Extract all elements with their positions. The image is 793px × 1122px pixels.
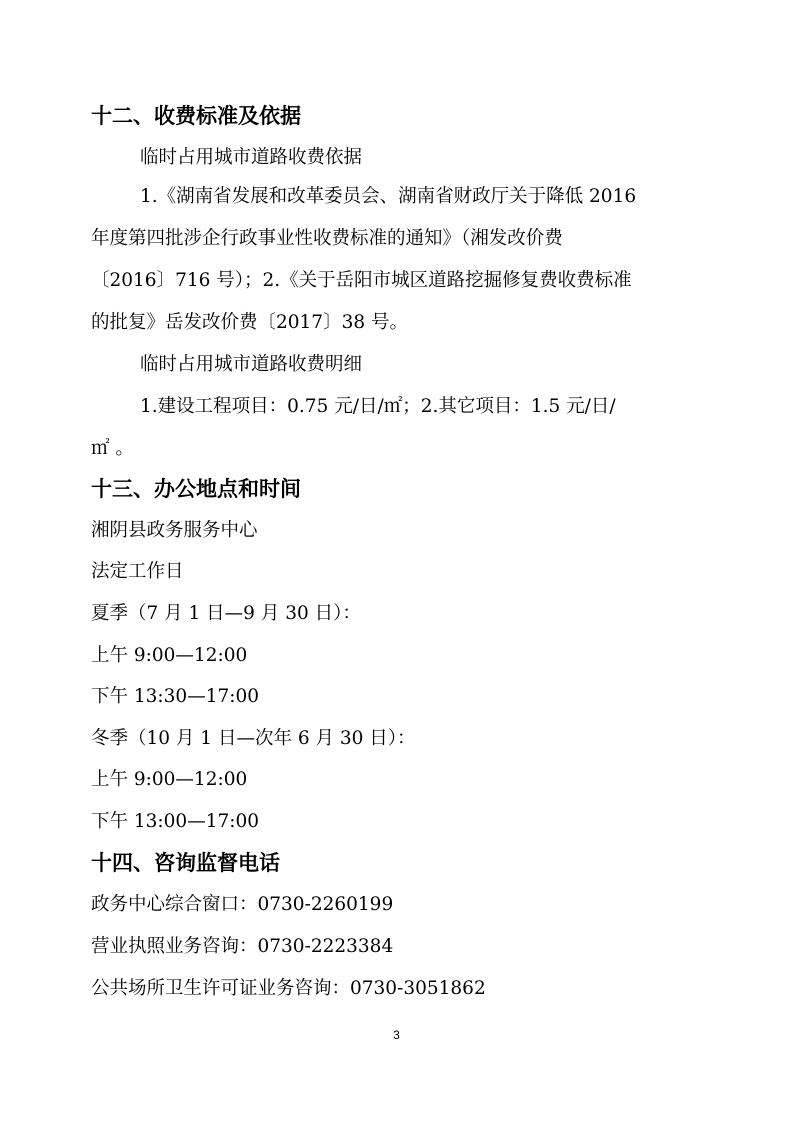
page-number: 3 [393,1028,400,1042]
summer-morning-hours: 上午 9:00—12:00 [91,645,248,666]
fee-detail-line-2: ㎡ 。 [91,438,134,459]
winter-period: 冬季（10 月 1 日—次年 6 月 30 日）： [91,728,416,749]
phone-health-permit: 公共场所卫生许可证业务咨询：0730-3051862 [91,978,486,999]
phone-service-center: 政务中心综合窗口：0730-2260199 [91,894,394,915]
winter-morning-hours: 上午 9:00—12:00 [91,769,248,790]
phone-business-license: 营业执照业务咨询：0730-2223384 [91,936,394,957]
winter-afternoon-hours: 下午 13:00—17:00 [91,811,260,832]
section-12-heading: 十二、收费标准及依据 [91,104,301,128]
fee-detail-title: 临时占用城市道路收费明细 [140,354,363,375]
fee-basis-line-4: 的批复》岳发改价费〔2017〕38 号。 [91,312,409,333]
section-13-heading: 十三、办公地点和时间 [91,477,301,501]
summer-period: 夏季（7 月 1 日—9 月 30 日）： [91,603,361,624]
fee-basis-line-3: 〔2016〕716 号）；2.《关于岳阳市城区道路挖掘修复费收费标准 [91,270,632,291]
fee-basis-title: 临时占用城市道路收费依据 [140,147,363,168]
fee-basis-line-1: 1.《湖南省发展和改革委员会、湖南省财政厅关于降低 2016 [140,186,637,207]
workdays-label: 法定工作日 [91,561,184,582]
summer-afternoon-hours: 下午 13:30—17:00 [91,686,260,707]
fee-basis-line-2: 年度第四批涉企行政事业性收费标准的通知》（湘发改价费 [91,228,563,249]
section-14-heading: 十四、咨询监督电话 [91,851,280,875]
office-location: 湘阴县政务服务中心 [91,520,258,541]
fee-detail-line-1: 1.建设工程项目：0.75 元/日/㎡；2.其它项目：1.5 元/日/ [140,396,616,417]
